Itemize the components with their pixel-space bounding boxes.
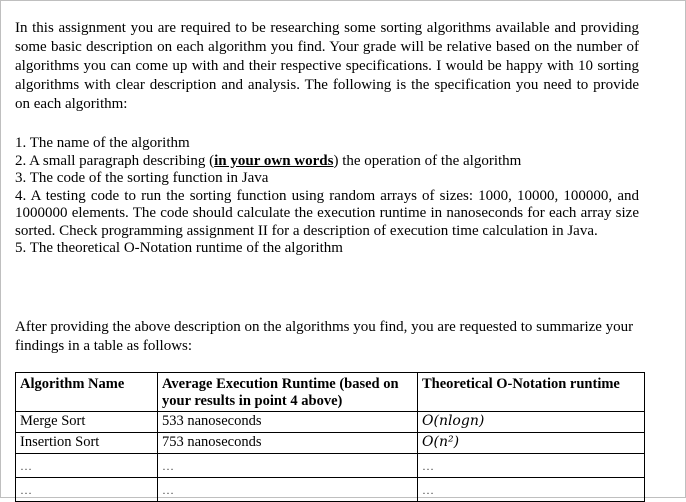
header-theoretical-runtime: Theoretical O-Notation runtime (418, 373, 645, 412)
requirement-item-2 (15, 153, 639, 171)
requirement-item-4: 4. A testing code to run the sorting function using random arrays of sizes: 1000, 10000, 100000, and 1000000 elements. The code should calculate the execution runtime in nanoseconds for each array size sorted. Check programming assignment II for a description of execution time calculation in Java. (15, 187, 639, 239)
cell-theoretical-runtime: … (418, 454, 645, 478)
cell-algorithm-name: … (16, 454, 158, 478)
table-row (16, 433, 645, 454)
table-header-row (16, 373, 645, 412)
requirements-list (15, 135, 639, 258)
table-row (16, 454, 645, 478)
header-average-runtime: Average Execution Runtime (based on your results in point 4 above) (158, 373, 418, 412)
requirement-item-2-before: 2. A small paragraph describing ( (15, 152, 215, 169)
table-row (16, 412, 645, 433)
cell-theoretical-runtime: O(n²) (418, 433, 645, 454)
cell-average-runtime: … (158, 454, 418, 478)
cell-algorithm-name: Insertion Sort (16, 433, 158, 454)
intro-paragraph: In this assignment you are required to be researching some sorting algorithms available and providing some basic description on each algorithm you find. Your grade will be relative based on the number of algorithms you can come up with and their respective specifications. I would be happy with 10 sorting algorithms with clear description and analysis. The following is the specification you need to provide on each algorithm: (15, 20, 639, 112)
requirement-item-3: 3. The code of the sorting function in Java (15, 170, 269, 186)
header-algorithm-name: Algorithm Name (16, 373, 158, 412)
results-table (15, 372, 645, 502)
requirement-item-1: 1. The name of the algorithm (15, 135, 190, 151)
cell-algorithm-name: Merge Sort (16, 412, 158, 433)
cell-average-runtime: 533 nanoseconds (158, 412, 418, 433)
requirement-item-5: 5. The theoretical O-Notation runtime of the algorithm (15, 240, 343, 256)
cell-average-runtime: … (158, 478, 418, 502)
requirement-item-2-after: ) the operation of the algorithm (333, 152, 522, 169)
requirement-item-2-emphasis: in your own words (214, 152, 334, 169)
summary-paragraph: After providing the above description on the algorithms you find, you are requested to summarize your findings in a table as follows: (15, 319, 634, 354)
cell-average-runtime: 753 nanoseconds (158, 433, 418, 454)
cell-theoretical-runtime: O(nlogn) (418, 412, 645, 433)
cell-theoretical-runtime: … (418, 478, 645, 502)
cell-algorithm-name: … (16, 478, 158, 502)
